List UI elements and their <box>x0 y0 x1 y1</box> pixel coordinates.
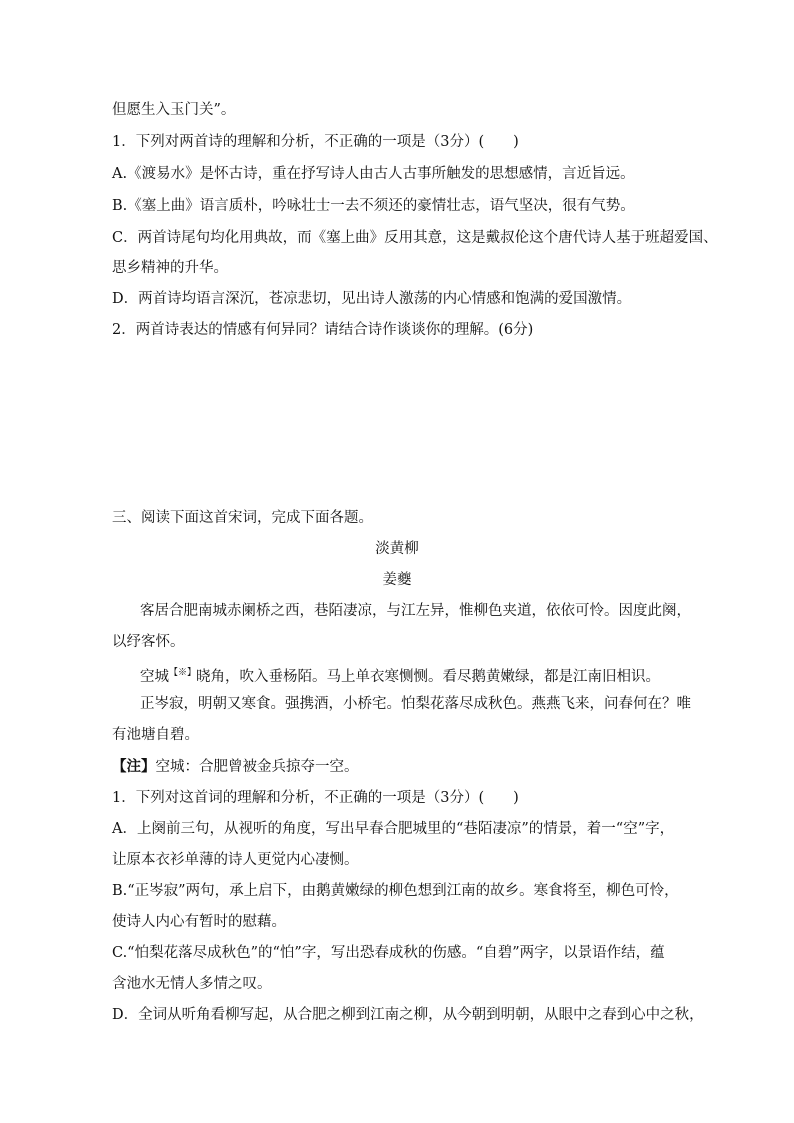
stanza-2-line-1: 正岑寂，明朝又寒食。强携酒，小桥宅。怕梨花落尽成秋色。燕燕飞来，问春何在？唯 <box>140 696 691 712</box>
question-1-option-a: A.《渡易水》是怀古诗，重在抒写诗人由古人古事所触发的思想感情，言近旨远。 <box>112 166 635 182</box>
stanza-1-rest: 晓角，吹入垂杨陌。马上单衣寒恻恻。看尽鹅黄嫩绿，都是江南旧相识。 <box>196 668 661 685</box>
preface-line-2: 以纾客怀。 <box>112 634 185 650</box>
stanza-2-line-2: 有池塘自碧。 <box>112 727 199 743</box>
section-3-option-d-line1: D．全词从听角看柳写起，从合肥之柳到江南之柳，从今朝到明朝，从眼中之春到心中之秋， <box>112 1007 704 1023</box>
preface-line-1: 客居合肥南城赤阑桥之西，巷陌凄凉，与江左异，惟柳色夹道，依依可怜。因度此阕， <box>140 603 691 619</box>
stanza-1 <box>140 663 710 687</box>
note-marker: 【※】 <box>169 668 197 678</box>
poem-tail-line: 但愿生入玉门关”。 <box>112 102 236 118</box>
note-text: 空城：合肥曾被金兵掠夺一空。 <box>155 759 359 775</box>
question-1-option-c-line1: C．两首诗尾句均化用典故，而《塞上曲》反用其意，这是戴叔伦这个唐代诗人基于班超爱国、 <box>112 230 718 246</box>
question-1-option-b: B.《塞上曲》语言质朴，吟咏壮士一去不须还的豪情壮志，语气坚决，很有气势。 <box>112 198 635 214</box>
section-3-option-a-line2: 让原本衣衫单薄的诗人更觉内心凄恻。 <box>112 852 359 868</box>
question-1-option-c-line2: 思乡精神的升华。 <box>112 260 228 276</box>
section-3-option-c-line2: 含池水无情人多情之叹。 <box>112 976 272 992</box>
question-1-option-d: D．两首诗均语言深沉，苍凉悲切，见出诗人激荡的内心情感和饱满的爱国激情。 <box>112 291 632 307</box>
section-3-question-1-stem: 1．下列对这首词的理解和分析，不正确的一项是（3分）( ) <box>112 790 519 806</box>
section-3-option-b-line1: B.“正岑寂”两句，承上启下，由鹅黄嫩绿的柳色想到江南的故乡。寒食将至，柳色可怜， <box>112 883 679 899</box>
section-3-option-b-line2: 使诗人内心有暂时的慰藉。 <box>112 914 286 930</box>
question-2-stem: 2．两首诗表达的情感有何异同？请结合诗作谈谈你的理解。(6分) <box>112 322 534 338</box>
section-3-option-c-line1: C.“怕梨花落尽成秋色”的“怕”字，写出恐春成秋的伤感。“自碧”两字，以景语作结，蕴 <box>112 945 665 961</box>
question-1-stem: 1．下列对两首诗的理解和分析，不正确的一项是（3分）( ) <box>112 134 519 150</box>
note-label: 【注】 <box>112 758 156 775</box>
stanza-1-start: 空城 <box>140 668 169 685</box>
poem-author: 姜夔 <box>382 572 412 588</box>
section-3-heading: 三、阅读下面这首宋词，完成下面各题。 <box>112 510 373 526</box>
poem-title: 淡黄柳 <box>375 541 419 557</box>
section-3-option-a-line1: A．上阕前三句，从视听的角度，写出早春合肥城里的“巷陌凄凉”的情景，着一“空”字， <box>112 821 675 837</box>
note-line <box>112 757 682 777</box>
